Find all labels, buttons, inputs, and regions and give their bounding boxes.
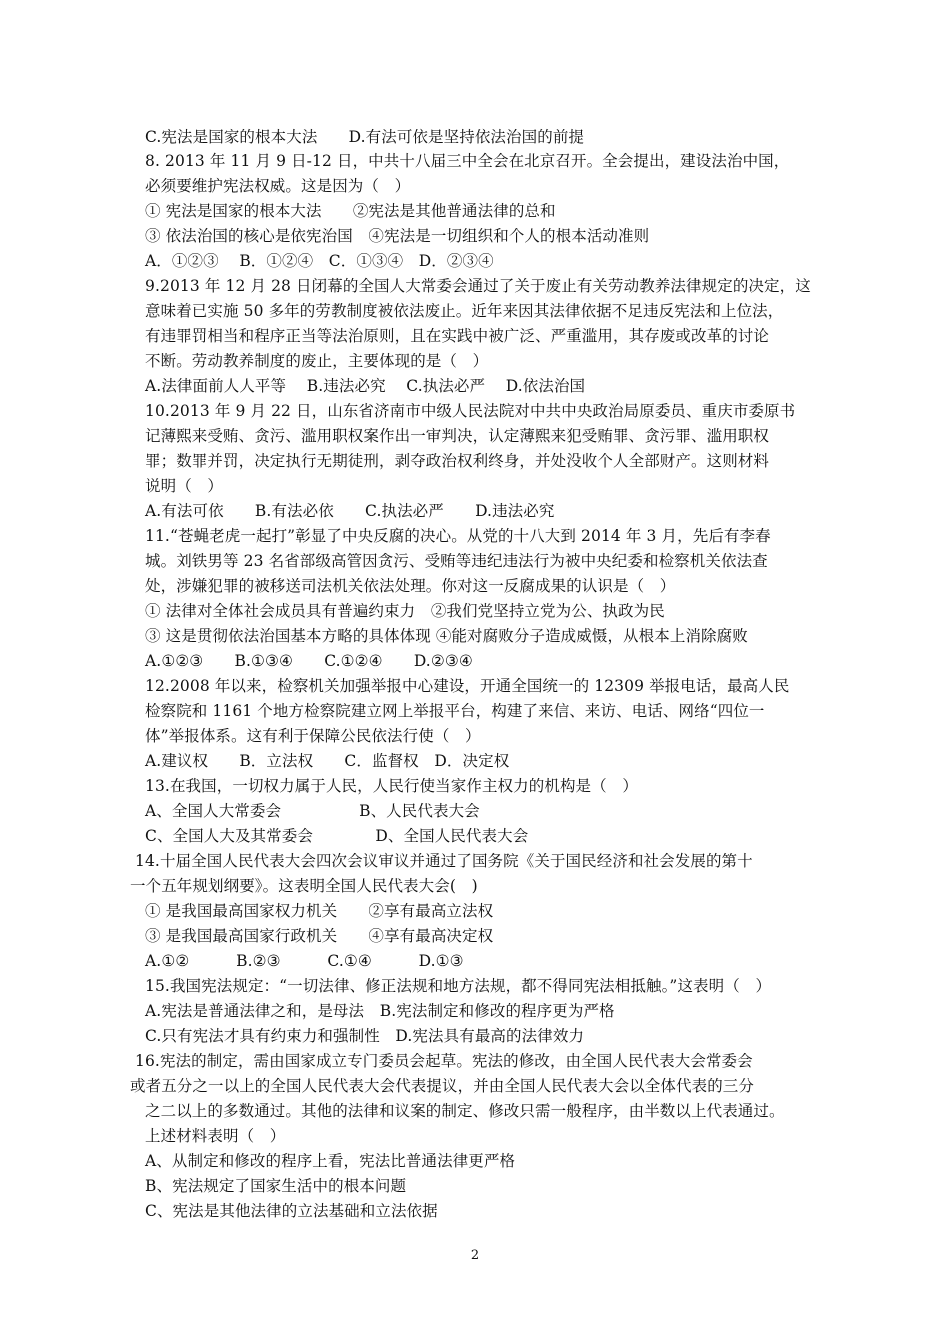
text-line: 10.2013 年 9 月 22 日，山东省济南市中级人民法院对中共中央政治局原委员、重庆市委原书 — [145, 402, 796, 420]
text-line: ① 宪法是国家的根本大法 ②宪法是其他普通法律的总和 — [145, 202, 556, 220]
text-line: ③ 这是贯彻依法治国基本方略的具体体现 ④能对腐败分子造成威慑，从根本上消除腐败 — [145, 627, 748, 645]
text-line: 16.宪法的制定，需由国家成立专门委员会起草。宪法的修改，由全国人民代表大会常委会 — [135, 1052, 753, 1070]
text-line: 有违罪罚相当和程序正当等法治原则，且在实践中被广泛、严重滥用，其存废或改革的讨论 — [145, 327, 770, 345]
text-line: 11.“苍蝇老虎一起打”彰显了中央反腐的决心。从党的十八大到 2014 年 3 月，先后有李春 — [145, 527, 771, 545]
text-line: A.①② B.②③ C.①④ D.①③ — [145, 952, 464, 970]
text-line: 说明（ ） — [145, 477, 224, 495]
text-line: A、从制定和修改的程序上看，宪法比普通法律更严格 — [145, 1152, 516, 1170]
text-line: A.法律面前人人平等 B.违法必究 C.执法必严 D.依法治国 — [145, 377, 586, 395]
text-line: B、宪法规定了国家生活中的根本问题 — [145, 1177, 407, 1195]
text-line: 不断。劳动教养制度的废止，主要体现的是（ ） — [145, 352, 489, 370]
text-line: A.①②③ B.①③④ C.①②④ D.②③④ — [145, 652, 473, 670]
text-line: 之二以上的多数通过。其他的法律和议案的制定、修改只需一般程序，由半数以上代表通过。 — [145, 1102, 785, 1120]
text-line: 8. 2013 年 11 月 9 日-12 日，中共十八届三中全会在北京召开。全会提出，建设法治中国， — [145, 152, 790, 170]
page-number: 2 — [470, 1248, 480, 1263]
text-line: ① 是我国最高国家权力机关 ②享有最高立法权 — [145, 902, 494, 920]
text-line: C、宪法是其他法律的立法基础和立法依据 — [145, 1202, 438, 1220]
text-line: A.建议权 B．立法权 C．监督权 D．决定权 — [145, 752, 510, 770]
text-line: A.有法可依 B.有法必依 C.执法必严 D.违法必究 — [145, 502, 555, 520]
text-line: 上述材料表明（ ） — [145, 1127, 286, 1145]
text-line: 一个五年规划纲要》。这表明全国人民代表大会( ) — [130, 877, 478, 895]
text-line: 体”举报体系。这有利于保障公民依法行使（ ） — [145, 727, 481, 745]
text-line: 或者五分之一以上的全国人民代表大会代表提议，并由全国人民代表大会以全体代表的三分 — [130, 1077, 755, 1095]
text-line: 必须要维护宪法权威。这是因为（ ） — [145, 177, 411, 195]
text-line: 记薄熙来受贿、贪污、滥用职权案作出一审判决，认定薄熙来犯受贿罪、贪污罪、滥用职权 — [145, 427, 770, 445]
text-line: 检察院和 1161 个地方检察院建立网上举报平台，构建了来信、来访、电话、网络“四位一 — [145, 702, 765, 720]
text-line: 9.2013 年 12 月 28 日闭幕的全国人大常委会通过了关于废止有关劳动教养法律规定的决定，这 — [145, 277, 811, 295]
text-line: ③ 依法治国的核心是依宪治国 ④宪法是一切组织和个人的根本活动准则 — [145, 227, 650, 245]
text-line: 城。刘铁男等 23 名省部级高管因贪污、受贿等违纪违法行为被中央纪委和检察机关依法查 — [145, 552, 768, 570]
text-line: A.宪法是普通法律之和，是母法 B.宪法制定和修改的程序更为严格 — [145, 1002, 615, 1020]
text-line: 14.十届全国人民代表大会四次会议审议并通过了国务院《关于国民经济和社会发展的第十 — [135, 852, 753, 870]
text-line: 13.在我国，一切权力属于人民，人民行使当家作主权力的机构是（ ） — [145, 777, 638, 795]
text-line: C、全国人大及其常委会 D、全国人民代表大会 — [145, 827, 529, 845]
text-line: ③ 是我国最高国家行政机关 ④享有最高决定权 — [145, 927, 494, 945]
text-line: A、全国人大常委会 B、人民代表大会 — [145, 802, 480, 820]
text-line: A．①②③ B．①②④ C．①③④ D．②③④ — [145, 252, 494, 270]
text-line: ① 法律对全体社会成员具有普遍约束力 ②我们党坚持立党为公、执政为民 — [145, 602, 665, 620]
text-line: 处，涉嫌犯罪的被移送司法机关依法处理。你对这一反腐成果的认识是（ ） — [145, 577, 676, 595]
text-line: 12.2008 年以来，检察机关加强举报中心建设，开通全国统一的 12309 举报电话，最高人民 — [145, 677, 790, 695]
text-line: C.宪法是国家的根本大法 D.有法可依是坚持依法治国的前提 — [145, 128, 585, 146]
text-line: 意味着已实施 50 多年的劳教制度被依法废止。近年来因其法律依据不足违反宪法和上位法， — [145, 302, 784, 320]
text-line: C.只有宪法才具有约束力和强制性 D.宪法具有最高的法律效力 — [145, 1027, 585, 1045]
text-line: 罪；数罪并罚，决定执行无期徒刑，剥夺政治权利终身，并处没收个人全部财产。这则材料 — [145, 452, 770, 470]
text-line: 15.我国宪法规定：“一切法律、修正法规和地方法规，都不得同宪法相抵触。”这表明（ ） — [145, 977, 772, 995]
